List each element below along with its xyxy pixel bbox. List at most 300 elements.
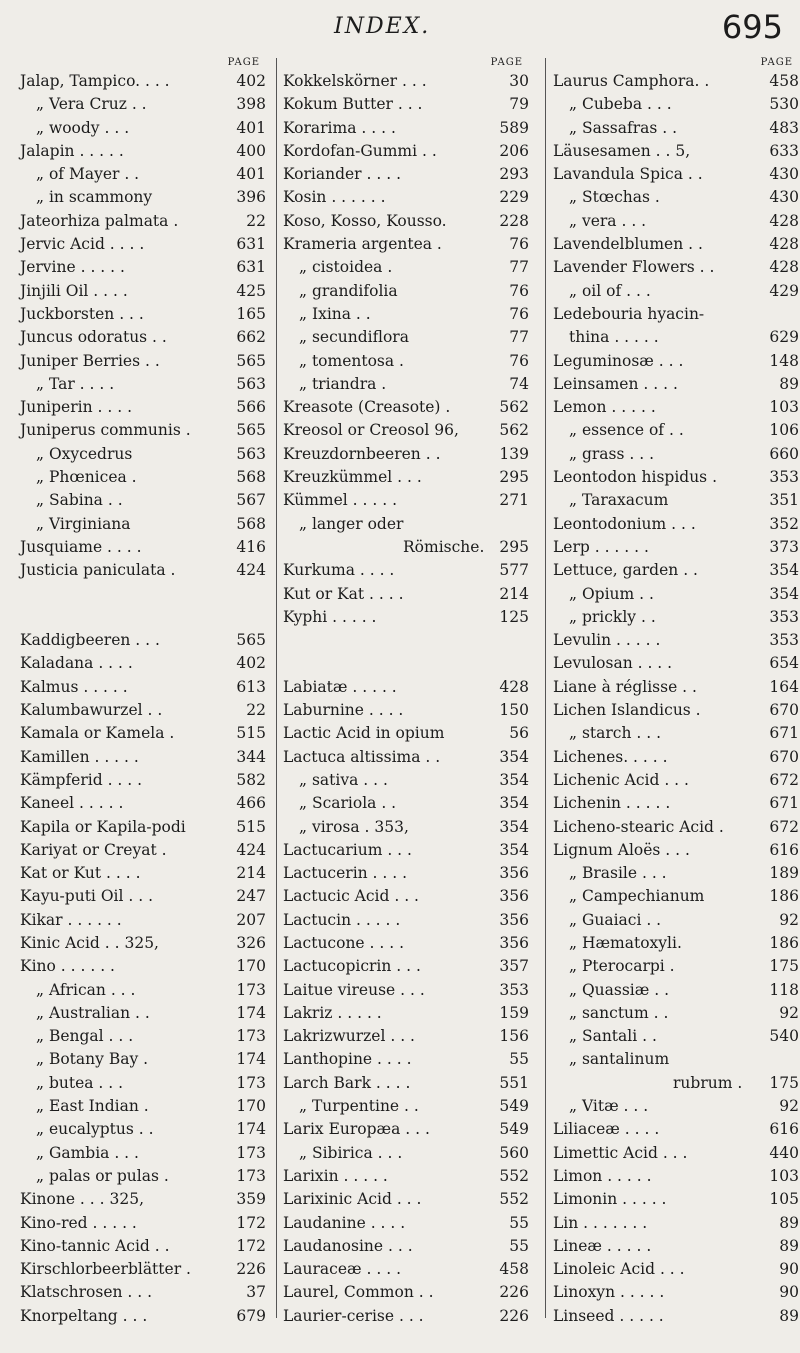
entry-page: 55 — [509, 1050, 529, 1069]
index-entry — [553, 396, 799, 419]
entry-term: Kaddigbeeren . . . — [20, 631, 160, 650]
entry-term: Leontodonium . . . — [553, 514, 696, 533]
entry-page: 164 — [769, 677, 799, 696]
index-entry — [283, 256, 529, 279]
index-entry — [20, 233, 266, 256]
entry-page: 424 — [236, 840, 266, 859]
entry-term: „ grass . . . — [569, 444, 655, 463]
entry-term: Kreuzdornbeeren . . — [283, 444, 441, 463]
index-entry — [283, 489, 529, 512]
index-entry — [553, 1188, 799, 1211]
entry-term: Kikar . . . . . . — [20, 910, 122, 929]
entry-term: Kümmel . . . . . — [283, 491, 398, 510]
index-entry — [283, 93, 529, 116]
index-entry — [283, 117, 529, 140]
entry-term: Juncus odoratus . . — [20, 328, 167, 347]
index-entry — [283, 932, 529, 955]
entry-term: Lavender Flowers . . — [553, 258, 715, 277]
entry-page: 90 — [779, 1260, 799, 1279]
entry-term: Läusesamen . . 5, — [553, 141, 691, 160]
index-entry — [20, 1165, 266, 1188]
entry-term: Kapila or Kapila-podi — [20, 817, 186, 836]
index-entry — [283, 676, 529, 699]
index-column-2 — [283, 56, 529, 1328]
entry-page: 353 — [769, 607, 799, 626]
entry-page: 89 — [779, 1236, 799, 1255]
entry-term: Larch Bark . . . . — [283, 1073, 411, 1092]
entry-page: 458 — [769, 72, 799, 90]
index-entry — [283, 606, 529, 629]
entry-term: Limon . . . . . — [553, 1166, 652, 1185]
entry-term: Laurus Camphora. . — [553, 72, 710, 90]
entry-page: 515 — [236, 817, 266, 836]
index-entry — [283, 70, 529, 93]
index-entry — [283, 699, 529, 722]
entry-term: Kino-red . . . . . — [20, 1213, 137, 1232]
entry-page: 89 — [779, 1306, 799, 1325]
entry-page: 170 — [236, 1097, 266, 1116]
index-entry — [20, 1025, 266, 1048]
entry-term: Kino . . . . . . — [20, 957, 115, 976]
index-entry — [20, 839, 266, 862]
index-entry — [283, 792, 529, 815]
entry-term: Jusquiame . . . . — [20, 537, 142, 556]
entry-term: „ vera . . . — [569, 211, 647, 230]
index-entry — [553, 676, 799, 699]
index-entry — [283, 280, 529, 303]
entry-term: Kinic Acid . . 325, — [20, 933, 159, 952]
entry-page: 174 — [236, 1120, 266, 1139]
entry-page: 105 — [769, 1190, 799, 1209]
index-entry — [20, 629, 266, 652]
index-entry — [283, 513, 529, 536]
entry-page: 92 — [779, 1003, 799, 1022]
entry-term: Lactucone . . . . — [283, 933, 405, 952]
entry-page: 402 — [236, 72, 266, 90]
index-entry — [553, 1095, 799, 1118]
entry-page: 353 — [769, 468, 799, 487]
index-entry — [283, 1002, 529, 1025]
index-entry — [20, 792, 266, 815]
entry-page: 352 — [769, 514, 799, 533]
entry-page: 654 — [769, 654, 799, 673]
entry-page: 174 — [236, 1050, 266, 1069]
entry-page: 660 — [769, 444, 799, 463]
entry-term: „ in scammony — [36, 188, 153, 207]
entry-page: 293 — [499, 165, 529, 184]
index-entry — [553, 256, 799, 279]
entry-page: 30 — [509, 72, 529, 90]
entry-page: 589 — [499, 118, 529, 137]
entry-term: Lignum Aloës . . . — [553, 840, 690, 859]
entry-page: 671 — [769, 724, 799, 743]
entry-term: „ santalinum — [569, 1050, 670, 1069]
entry-term: „ Bengal . . . — [36, 1027, 134, 1046]
entry-page: 428 — [499, 677, 529, 696]
entry-page: 354 — [499, 794, 529, 813]
entry-term: Kyphi . . . . . — [283, 607, 377, 626]
index-entry — [20, 746, 266, 769]
index-entry — [20, 1281, 266, 1304]
entry-page: 356 — [499, 910, 529, 929]
index-entry — [20, 1305, 266, 1328]
entry-page: 247 — [236, 887, 266, 906]
index-entry — [283, 955, 529, 978]
entry-term: Licheno-stearic Acid . — [553, 817, 724, 836]
index-entry — [553, 1235, 799, 1258]
index-entry — [553, 373, 799, 396]
index-entry — [20, 350, 266, 373]
entry-page: 77 — [509, 258, 529, 277]
entry-page: 186 — [769, 887, 799, 906]
entry-page: 173 — [236, 1073, 266, 1092]
entry-page: 77 — [509, 328, 529, 347]
entry-term: „ langer oder — [299, 514, 404, 533]
entry-term: Jalap, Tampico. . . . — [20, 72, 170, 90]
entry-page: 425 — [236, 281, 266, 300]
entry-page: 373 — [769, 537, 799, 556]
index-entry — [553, 1142, 799, 1165]
entry-page: 613 — [236, 677, 266, 696]
entry-term: Lakrizwurzel . . . — [283, 1027, 415, 1046]
index-entry — [553, 326, 799, 349]
entry-term: „ East Indian . — [36, 1097, 149, 1116]
entry-page: 568 — [236, 468, 266, 487]
entry-page: 79 — [509, 95, 529, 114]
index-entry — [553, 769, 799, 792]
entry-page: 55 — [509, 1236, 529, 1255]
entry-term: Larixinic Acid . . . — [283, 1190, 422, 1209]
entry-term: Lichenic Acid . . . — [553, 770, 689, 789]
index-entry — [283, 210, 529, 233]
index-entry — [553, 1258, 799, 1281]
entry-term: „ Phœnicea . — [36, 468, 137, 487]
entry-term: Lettuce, garden . . — [553, 561, 698, 580]
entry-page: 672 — [769, 770, 799, 789]
entry-term: Lavandula Spica . . — [553, 165, 703, 184]
index-entry — [553, 583, 799, 606]
entry-term: „ Gambia . . . — [36, 1143, 139, 1162]
entry-page: 165 — [236, 304, 266, 323]
entry-term: Larixin . . . . . — [283, 1166, 388, 1185]
index-entry — [20, 606, 266, 629]
entry-term: Lichen Islandicus . — [553, 701, 701, 720]
index-entry — [20, 163, 266, 186]
index-entry — [283, 303, 529, 326]
entry-page: 89 — [779, 1213, 799, 1232]
entry-term: „ virosa . 353, — [299, 817, 409, 836]
entry-term: „ secundiflora — [299, 328, 409, 347]
entry-page: 616 — [769, 840, 799, 859]
entry-term: „ Sabina . . — [36, 491, 123, 510]
index-entry — [553, 303, 799, 326]
entry-term: Kinone . . . 325, — [20, 1190, 145, 1209]
index-entry — [20, 466, 266, 489]
index-entry — [553, 280, 799, 303]
entry-term: Lanthopine . . . . — [283, 1050, 412, 1069]
entry-term: „ woody . . . — [36, 118, 130, 137]
index-entry — [283, 583, 529, 606]
index-entry — [20, 1095, 266, 1118]
entry-term: „ sativa . . . — [299, 770, 388, 789]
entry-term: „ starch . . . — [569, 724, 662, 743]
entry-term: Lactic Acid in opium — [283, 724, 445, 743]
index-entry — [283, 629, 529, 652]
entry-term: Kurkuma . . . . — [283, 561, 395, 580]
entry-page: 567 — [236, 491, 266, 510]
entry-page: 565 — [236, 631, 266, 650]
entry-term: Knorpeltang . . . — [20, 1306, 148, 1325]
entry-term: Kreasote (Creasote) . — [283, 398, 451, 417]
entry-term: Lineæ . . . . . — [553, 1236, 652, 1255]
entry-page: 76 — [509, 304, 529, 323]
index-entry — [553, 489, 799, 512]
index-entry — [283, 163, 529, 186]
entry-term: Limettic Acid . . . — [553, 1143, 688, 1162]
index-entry — [283, 396, 529, 419]
entry-term: Lichenes. . . . . — [553, 747, 668, 766]
entry-page: 633 — [769, 141, 799, 160]
column-divider — [276, 58, 277, 1318]
index-entry — [283, 769, 529, 792]
entry-term: Kariyat or Creyat . — [20, 840, 167, 859]
index-entry — [20, 1118, 266, 1141]
entry-page: 206 — [499, 141, 529, 160]
index-entry — [283, 1281, 529, 1304]
entry-term: Liliaceæ . . . . — [553, 1120, 660, 1139]
entry-page: 226 — [236, 1260, 266, 1279]
entry-term: „ tomentosa . — [299, 351, 404, 370]
index-entry — [553, 792, 799, 815]
entry-page: 672 — [769, 817, 799, 836]
index-entry — [283, 722, 529, 745]
index-entry — [283, 466, 529, 489]
entry-term: Juniper Berries . . — [20, 351, 160, 370]
entry-page: 354 — [769, 584, 799, 603]
entry-term: Laudanosine . . . — [283, 1236, 413, 1255]
index-entry — [20, 70, 266, 93]
index-entry — [283, 559, 529, 582]
entry-term: „ Stœchas . — [569, 188, 660, 207]
index-entry — [20, 1072, 266, 1095]
index-entry — [20, 909, 266, 932]
entry-term: Juniperus communis . — [20, 421, 191, 440]
index-entry — [283, 419, 529, 442]
index-entry — [20, 583, 266, 606]
entry-term: „ Cubeba . . . — [569, 95, 672, 114]
entry-term: „ African . . . — [36, 980, 136, 999]
entry-page: 226 — [499, 1283, 529, 1302]
entry-page: 563 — [236, 374, 266, 393]
entry-term: Kino-tannic Acid . . — [20, 1236, 170, 1255]
entry-term: Kat or Kut . . . . — [20, 864, 141, 883]
index-entry — [20, 443, 266, 466]
entry-term: Lactucin . . . . . — [283, 910, 401, 929]
entry-term: Jalapin . . . . . — [20, 141, 124, 160]
index-entry — [20, 1212, 266, 1235]
entry-term: Kokum Butter . . . — [283, 95, 423, 114]
entry-page: 359 — [236, 1190, 266, 1209]
index-column-3 — [553, 56, 799, 1328]
index-entry — [553, 513, 799, 536]
entry-page: 430 — [769, 165, 799, 184]
index-entry — [20, 1235, 266, 1258]
entry-page: 173 — [236, 1166, 266, 1185]
entry-page: 552 — [499, 1190, 529, 1209]
running-title: INDEX. — [334, 14, 431, 39]
index-entry — [553, 932, 799, 955]
entry-page: 125 — [499, 607, 529, 626]
index-entry — [283, 536, 529, 559]
entry-page: 662 — [236, 328, 266, 347]
entry-page: 118 — [769, 980, 799, 999]
index-entry — [20, 722, 266, 745]
entry-page: 229 — [499, 188, 529, 207]
entry-page: 565 — [236, 351, 266, 370]
entry-page: 549 — [499, 1120, 529, 1139]
index-entry — [553, 722, 799, 745]
entry-term: Lakriz . . . . . — [283, 1003, 382, 1022]
entry-page: 428 — [769, 235, 799, 254]
entry-term: „ Taraxacum — [569, 491, 669, 510]
index-entry — [283, 373, 529, 396]
entry-page: 150 — [499, 701, 529, 720]
entry-term: Jervine . . . . . — [20, 258, 125, 277]
index-entry — [553, 955, 799, 978]
entry-page: 344 — [236, 747, 266, 766]
index-entry — [553, 1048, 799, 1071]
index-entry — [553, 466, 799, 489]
index-entry — [20, 373, 266, 396]
entry-page: 353 — [499, 980, 529, 999]
index-entry — [553, 70, 799, 93]
entry-term: Lactucarium . . . — [283, 840, 412, 859]
index-entry — [20, 280, 266, 303]
index-entry — [283, 443, 529, 466]
index-entry — [283, 1165, 529, 1188]
entry-page: 74 — [509, 374, 529, 393]
entry-term: Lin . . . . . . . — [553, 1213, 648, 1232]
entry-page: 37 — [246, 1283, 266, 1302]
entry-page: 76 — [509, 235, 529, 254]
entry-page: 562 — [499, 398, 529, 417]
index-entry — [20, 210, 266, 233]
entry-term: Justicia paniculata . — [20, 561, 176, 580]
index-entry — [553, 839, 799, 862]
index-entry — [283, 909, 529, 932]
index-entry — [283, 1258, 529, 1281]
index-entry — [553, 909, 799, 932]
index-entry — [553, 652, 799, 675]
entry-page: 402 — [236, 654, 266, 673]
entry-term: Labiatæ . . . . . — [283, 677, 397, 696]
index-entry — [553, 746, 799, 769]
index-entry — [20, 1048, 266, 1071]
index-entry — [283, 979, 529, 1002]
entry-term: Laurier-cerise . . . — [283, 1306, 424, 1325]
entry-page: 354 — [499, 770, 529, 789]
index-entry — [283, 746, 529, 769]
index-entry — [553, 350, 799, 373]
entry-page: 172 — [236, 1213, 266, 1232]
entry-page: 92 — [779, 1097, 799, 1116]
entry-term: „ Vera Cruz . . — [36, 95, 147, 114]
entry-page: 55 — [509, 1213, 529, 1232]
entry-term: Leontodon hispidus . — [553, 468, 717, 487]
index-entry — [553, 979, 799, 1002]
page-column-label: PAGE — [760, 57, 793, 68]
index-entry — [20, 1142, 266, 1165]
entry-page: 170 — [236, 957, 266, 976]
index-entry — [553, 140, 799, 163]
index-entry — [20, 489, 266, 512]
index-entry — [283, 350, 529, 373]
index-entry — [283, 885, 529, 908]
index-entry — [553, 559, 799, 582]
entry-term: Levulosan . . . . — [553, 654, 673, 673]
entry-term: Jateorhiza palmata . — [20, 211, 179, 230]
entry-page: 563 — [236, 444, 266, 463]
entry-page: 271 — [499, 491, 529, 510]
index-entry — [20, 326, 266, 349]
index-entry — [283, 1235, 529, 1258]
index-entry — [20, 885, 266, 908]
entry-term: „ Tar . . . . — [36, 374, 115, 393]
index-entry — [553, 419, 799, 442]
entry-term: „ Scariola . . — [299, 794, 397, 813]
index-entry — [20, 1188, 266, 1211]
entry-page: 326 — [236, 933, 266, 952]
entry-page: 353 — [769, 631, 799, 650]
entry-page: 458 — [499, 1260, 529, 1279]
index-entry — [553, 1118, 799, 1141]
entry-page: 631 — [236, 235, 266, 254]
entry-term: „ Vitæ . . . — [569, 1097, 649, 1116]
entry-term: Kreosol or Creosol 96, — [283, 421, 459, 440]
entry-page: 139 — [499, 444, 529, 463]
entry-term: „ Ixina . . — [299, 304, 371, 323]
entry-term: „ Hæmatoxyli. — [569, 933, 682, 952]
index-entry — [553, 885, 799, 908]
entry-page: 173 — [236, 980, 266, 999]
entry-term: Ledebouria hyacin- — [553, 304, 705, 323]
entry-term: Juniperin . . . . — [20, 398, 132, 417]
entry-term: Koriander . . . . — [283, 165, 402, 184]
index-entry — [283, 1118, 529, 1141]
index-entry — [20, 769, 266, 792]
entry-term: Kosin . . . . . . — [283, 188, 386, 207]
entry-page: 401 — [236, 118, 266, 137]
entry-term: „ Pterocarpi . — [569, 957, 675, 976]
index-entry — [553, 1281, 799, 1304]
index-entry — [20, 256, 266, 279]
entry-page: 156 — [499, 1027, 529, 1046]
entry-term: rubrum . — [673, 1073, 743, 1092]
index-entry — [283, 652, 529, 675]
index-entry — [283, 186, 529, 209]
index-entry — [20, 862, 266, 885]
entry-term: Laurel, Common . . — [283, 1283, 434, 1302]
entry-term: Korarima . . . . — [283, 118, 396, 137]
entry-page: 428 — [769, 211, 799, 230]
entry-page: 106 — [769, 421, 799, 440]
entry-term: Laitue vireuse . . . — [283, 980, 425, 999]
entry-term: „ Oxycedrus — [36, 444, 133, 463]
entry-page: 424 — [236, 561, 266, 580]
index-entry — [20, 140, 266, 163]
entry-term: Kämpferid . . . . — [20, 770, 143, 789]
index-entry — [283, 1025, 529, 1048]
